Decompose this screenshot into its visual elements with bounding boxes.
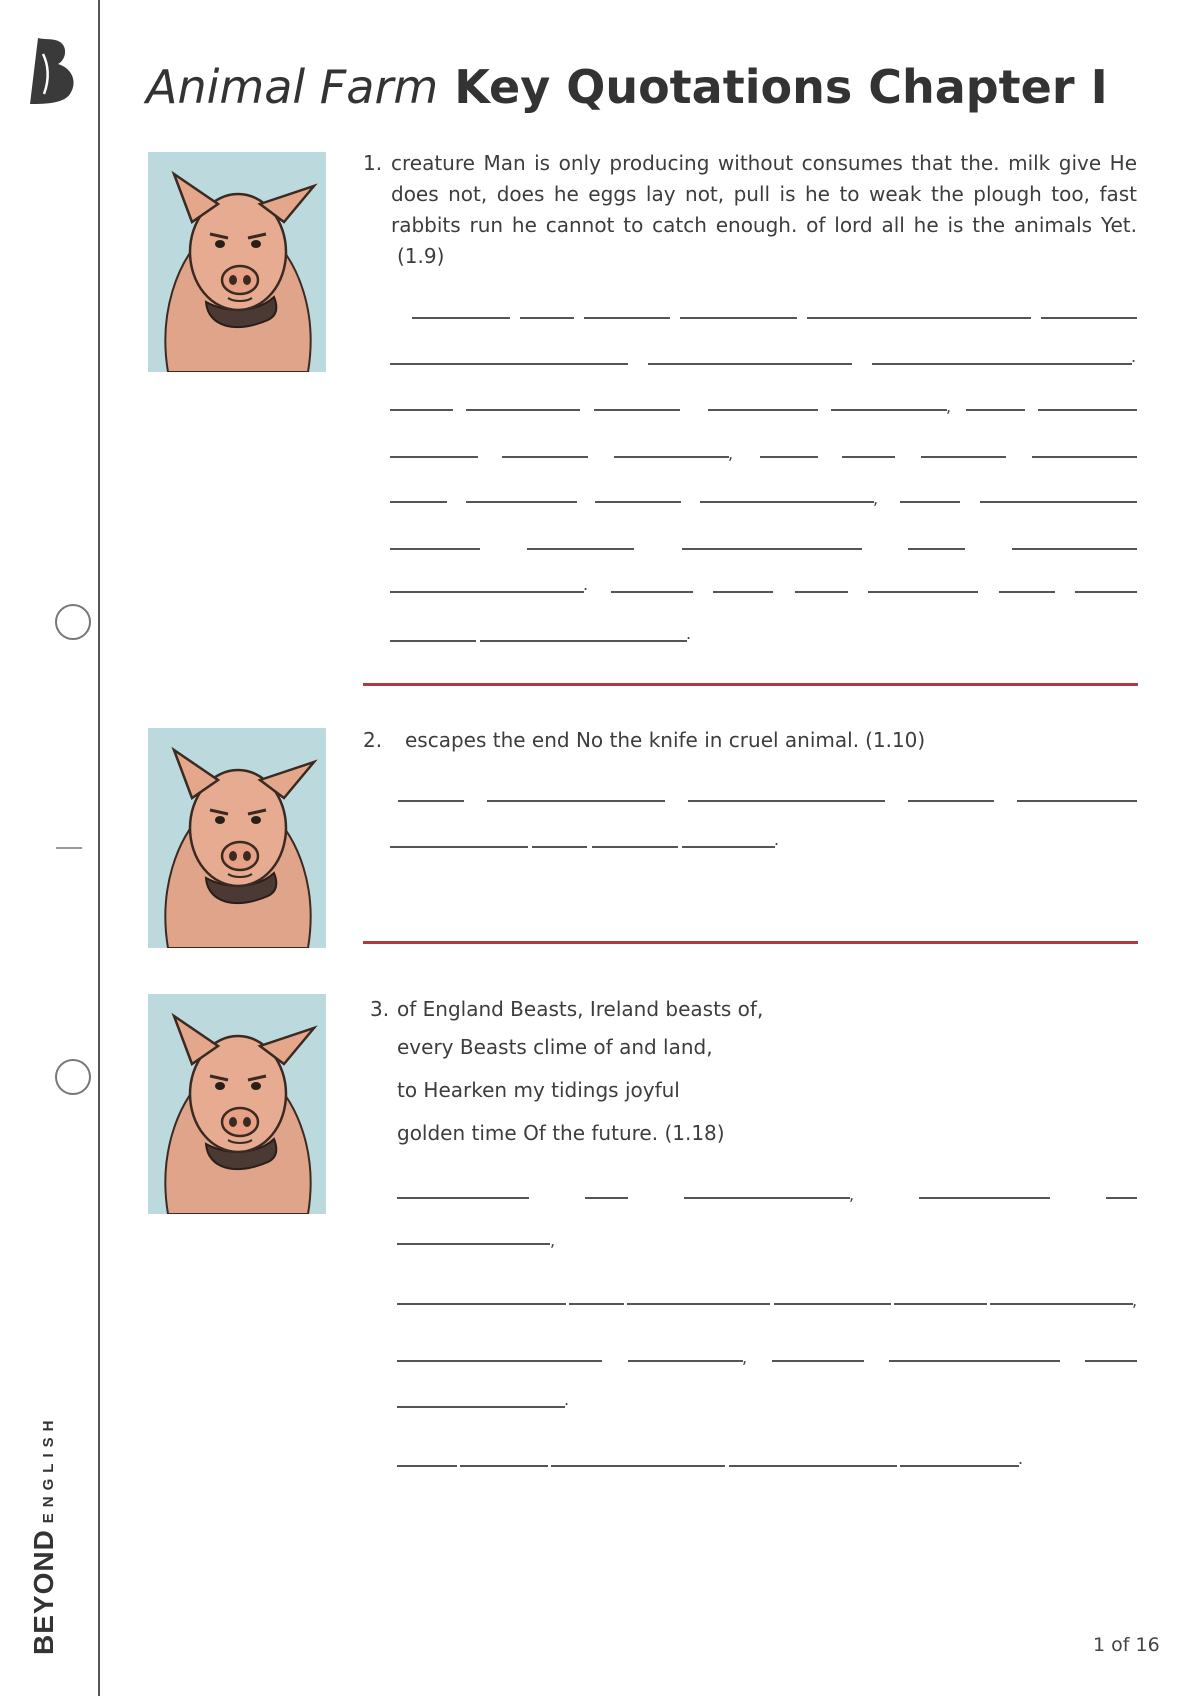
pig-illustration [148, 152, 326, 372]
answer-blank[interactable] [889, 1360, 1060, 1362]
answer-blank[interactable] [412, 317, 510, 319]
blank-punctuation: , [1132, 1291, 1138, 1310]
section-separator [363, 683, 1138, 686]
answer-blank[interactable] [684, 1197, 850, 1199]
answer-blank[interactable] [1075, 591, 1137, 593]
quotation-text [391, 148, 1137, 272]
answer-blank[interactable] [872, 363, 1132, 365]
answer-blank[interactable] [680, 317, 797, 319]
answer-blank[interactable] [397, 1303, 566, 1305]
answer-blank[interactable] [708, 409, 818, 411]
answer-blank[interactable] [628, 1360, 743, 1362]
answer-blank[interactable] [900, 501, 960, 503]
answer-blank[interactable] [390, 846, 528, 848]
answer-blank[interactable] [1032, 456, 1137, 458]
answer-blank[interactable] [390, 409, 453, 411]
answer-blank[interactable] [1017, 800, 1137, 802]
answer-blank[interactable] [398, 800, 464, 802]
answer-blank[interactable] [682, 548, 862, 550]
answer-blank[interactable] [921, 456, 1006, 458]
answer-blank[interactable] [532, 846, 587, 848]
answer-blank[interactable] [584, 317, 670, 319]
answer-blank[interactable] [614, 456, 729, 458]
brand-wordmark [28, 1415, 60, 1655]
verse-line: of England Beasts, Ireland beasts of, [397, 997, 764, 1021]
blank-punctuation: , [728, 444, 734, 463]
answer-blank[interactable] [807, 317, 1031, 319]
blank-punctuation: , [550, 1231, 556, 1250]
blank-punctuation: , [946, 397, 952, 416]
answer-blank[interactable] [611, 591, 693, 593]
brand-word: BEYOND [28, 1529, 59, 1655]
punch-hole [55, 1059, 91, 1095]
answer-blank[interactable] [487, 800, 665, 802]
beyond-logo-icon [26, 34, 80, 106]
quotation-number: 1. [363, 151, 383, 175]
quotation-number: 3. [370, 997, 390, 1021]
answer-blank[interactable] [760, 456, 818, 458]
page-number: 1 of 16 [1093, 1634, 1160, 1656]
answer-blank[interactable] [397, 1197, 529, 1199]
answer-blank[interactable] [390, 548, 480, 550]
answer-blank[interactable] [627, 1303, 770, 1305]
answer-blank[interactable] [595, 501, 681, 503]
answer-blank[interactable] [466, 409, 580, 411]
answer-blank[interactable] [999, 591, 1055, 593]
margin-rule [98, 0, 100, 1696]
answer-blank[interactable] [397, 1360, 602, 1362]
verse-line: every Beasts clime of and land, [397, 1035, 713, 1059]
answer-blank[interactable] [397, 1465, 457, 1467]
answer-blank[interactable] [688, 800, 885, 802]
answer-blank[interactable] [390, 640, 476, 642]
answer-blank[interactable] [772, 1360, 864, 1362]
page-title [146, 60, 1108, 114]
answer-blank[interactable] [594, 409, 680, 411]
answer-blank[interactable] [390, 501, 447, 503]
answer-blank[interactable] [1038, 409, 1137, 411]
answer-blank[interactable] [520, 317, 574, 319]
answer-blank[interactable] [1041, 317, 1137, 319]
answer-blank[interactable] [527, 548, 634, 550]
answer-blank[interactable] [980, 501, 1137, 503]
title-main: Key Quotations Chapter I [454, 60, 1108, 114]
answer-blank[interactable] [502, 456, 588, 458]
answer-blank[interactable] [1085, 1360, 1137, 1362]
blank-punctuation: . [1131, 347, 1137, 366]
blank-punctuation: . [564, 1390, 570, 1409]
blank-punctuation: . [774, 830, 780, 849]
verse-line: to Hearken my tidings joyful [397, 1078, 680, 1102]
answer-blank[interactable] [919, 1197, 1050, 1199]
blank-punctuation: , [742, 1348, 748, 1367]
answer-blank[interactable] [842, 456, 895, 458]
answer-blank[interactable] [990, 1303, 1133, 1305]
answer-blank[interactable] [466, 501, 577, 503]
answer-blank[interactable] [774, 1303, 891, 1305]
blank-punctuation: , [849, 1185, 855, 1204]
answer-blank[interactable] [894, 1303, 987, 1305]
answer-blank[interactable] [1012, 548, 1137, 550]
answer-blank[interactable] [390, 363, 628, 365]
blank-punctuation: . [1018, 1449, 1024, 1468]
answer-blank[interactable] [908, 800, 994, 802]
answer-blank[interactable] [551, 1465, 725, 1467]
answer-blank[interactable] [908, 548, 965, 550]
answer-blank[interactable] [480, 640, 687, 642]
quotation-scrambled: creature Man is only producing without consumes that the. milk give He does not, does he eggs lay not, pull is he to weak the plough too, fast rabbits run he cannot to catch enough. of lord all he is the animals Yet. [391, 151, 1137, 237]
blank-punctuation: , [873, 489, 879, 508]
quotation-text [405, 725, 1145, 756]
answer-blank[interactable] [868, 591, 978, 593]
answer-blank[interactable] [713, 591, 773, 593]
verse-text: golden time Of the future. [397, 1121, 659, 1145]
answer-blank[interactable] [966, 409, 1025, 411]
answer-blank[interactable] [1106, 1197, 1137, 1199]
answer-blank[interactable] [729, 1465, 897, 1467]
quotation-number: 2. [363, 728, 383, 752]
answer-blank[interactable] [397, 1406, 565, 1408]
quotation-reference: (1.10) [865, 728, 926, 752]
punch-hole [55, 604, 91, 640]
answer-blank[interactable] [831, 409, 947, 411]
answer-blank[interactable] [795, 591, 848, 593]
answer-blank[interactable] [682, 846, 775, 848]
blank-punctuation: . [583, 575, 589, 594]
pig-illustration [148, 994, 326, 1214]
quotation-reference: (1.9) [397, 244, 445, 268]
answer-blank[interactable] [900, 1465, 1019, 1467]
answer-blank[interactable] [460, 1465, 548, 1467]
pig-illustration [148, 728, 326, 948]
answer-blank[interactable] [390, 456, 478, 458]
brand-sub: ENGLISH [40, 1414, 57, 1524]
answer-blank[interactable] [700, 501, 874, 503]
quotation-scrambled: escapes the end No the knife in cruel animal. [405, 728, 860, 752]
quotation-reference: (1.18) [664, 1121, 725, 1145]
title-book: Animal Farm [146, 60, 439, 114]
answer-blank[interactable] [648, 363, 852, 365]
answer-blank[interactable] [390, 591, 584, 593]
section-separator [363, 941, 1138, 944]
answer-blank[interactable] [585, 1197, 628, 1199]
blank-punctuation: . [686, 624, 692, 643]
verse-line [397, 1121, 725, 1145]
fold-mark [56, 847, 82, 849]
answer-blank[interactable] [592, 846, 678, 848]
answer-blank[interactable] [569, 1303, 624, 1305]
answer-blank[interactable] [397, 1243, 550, 1245]
